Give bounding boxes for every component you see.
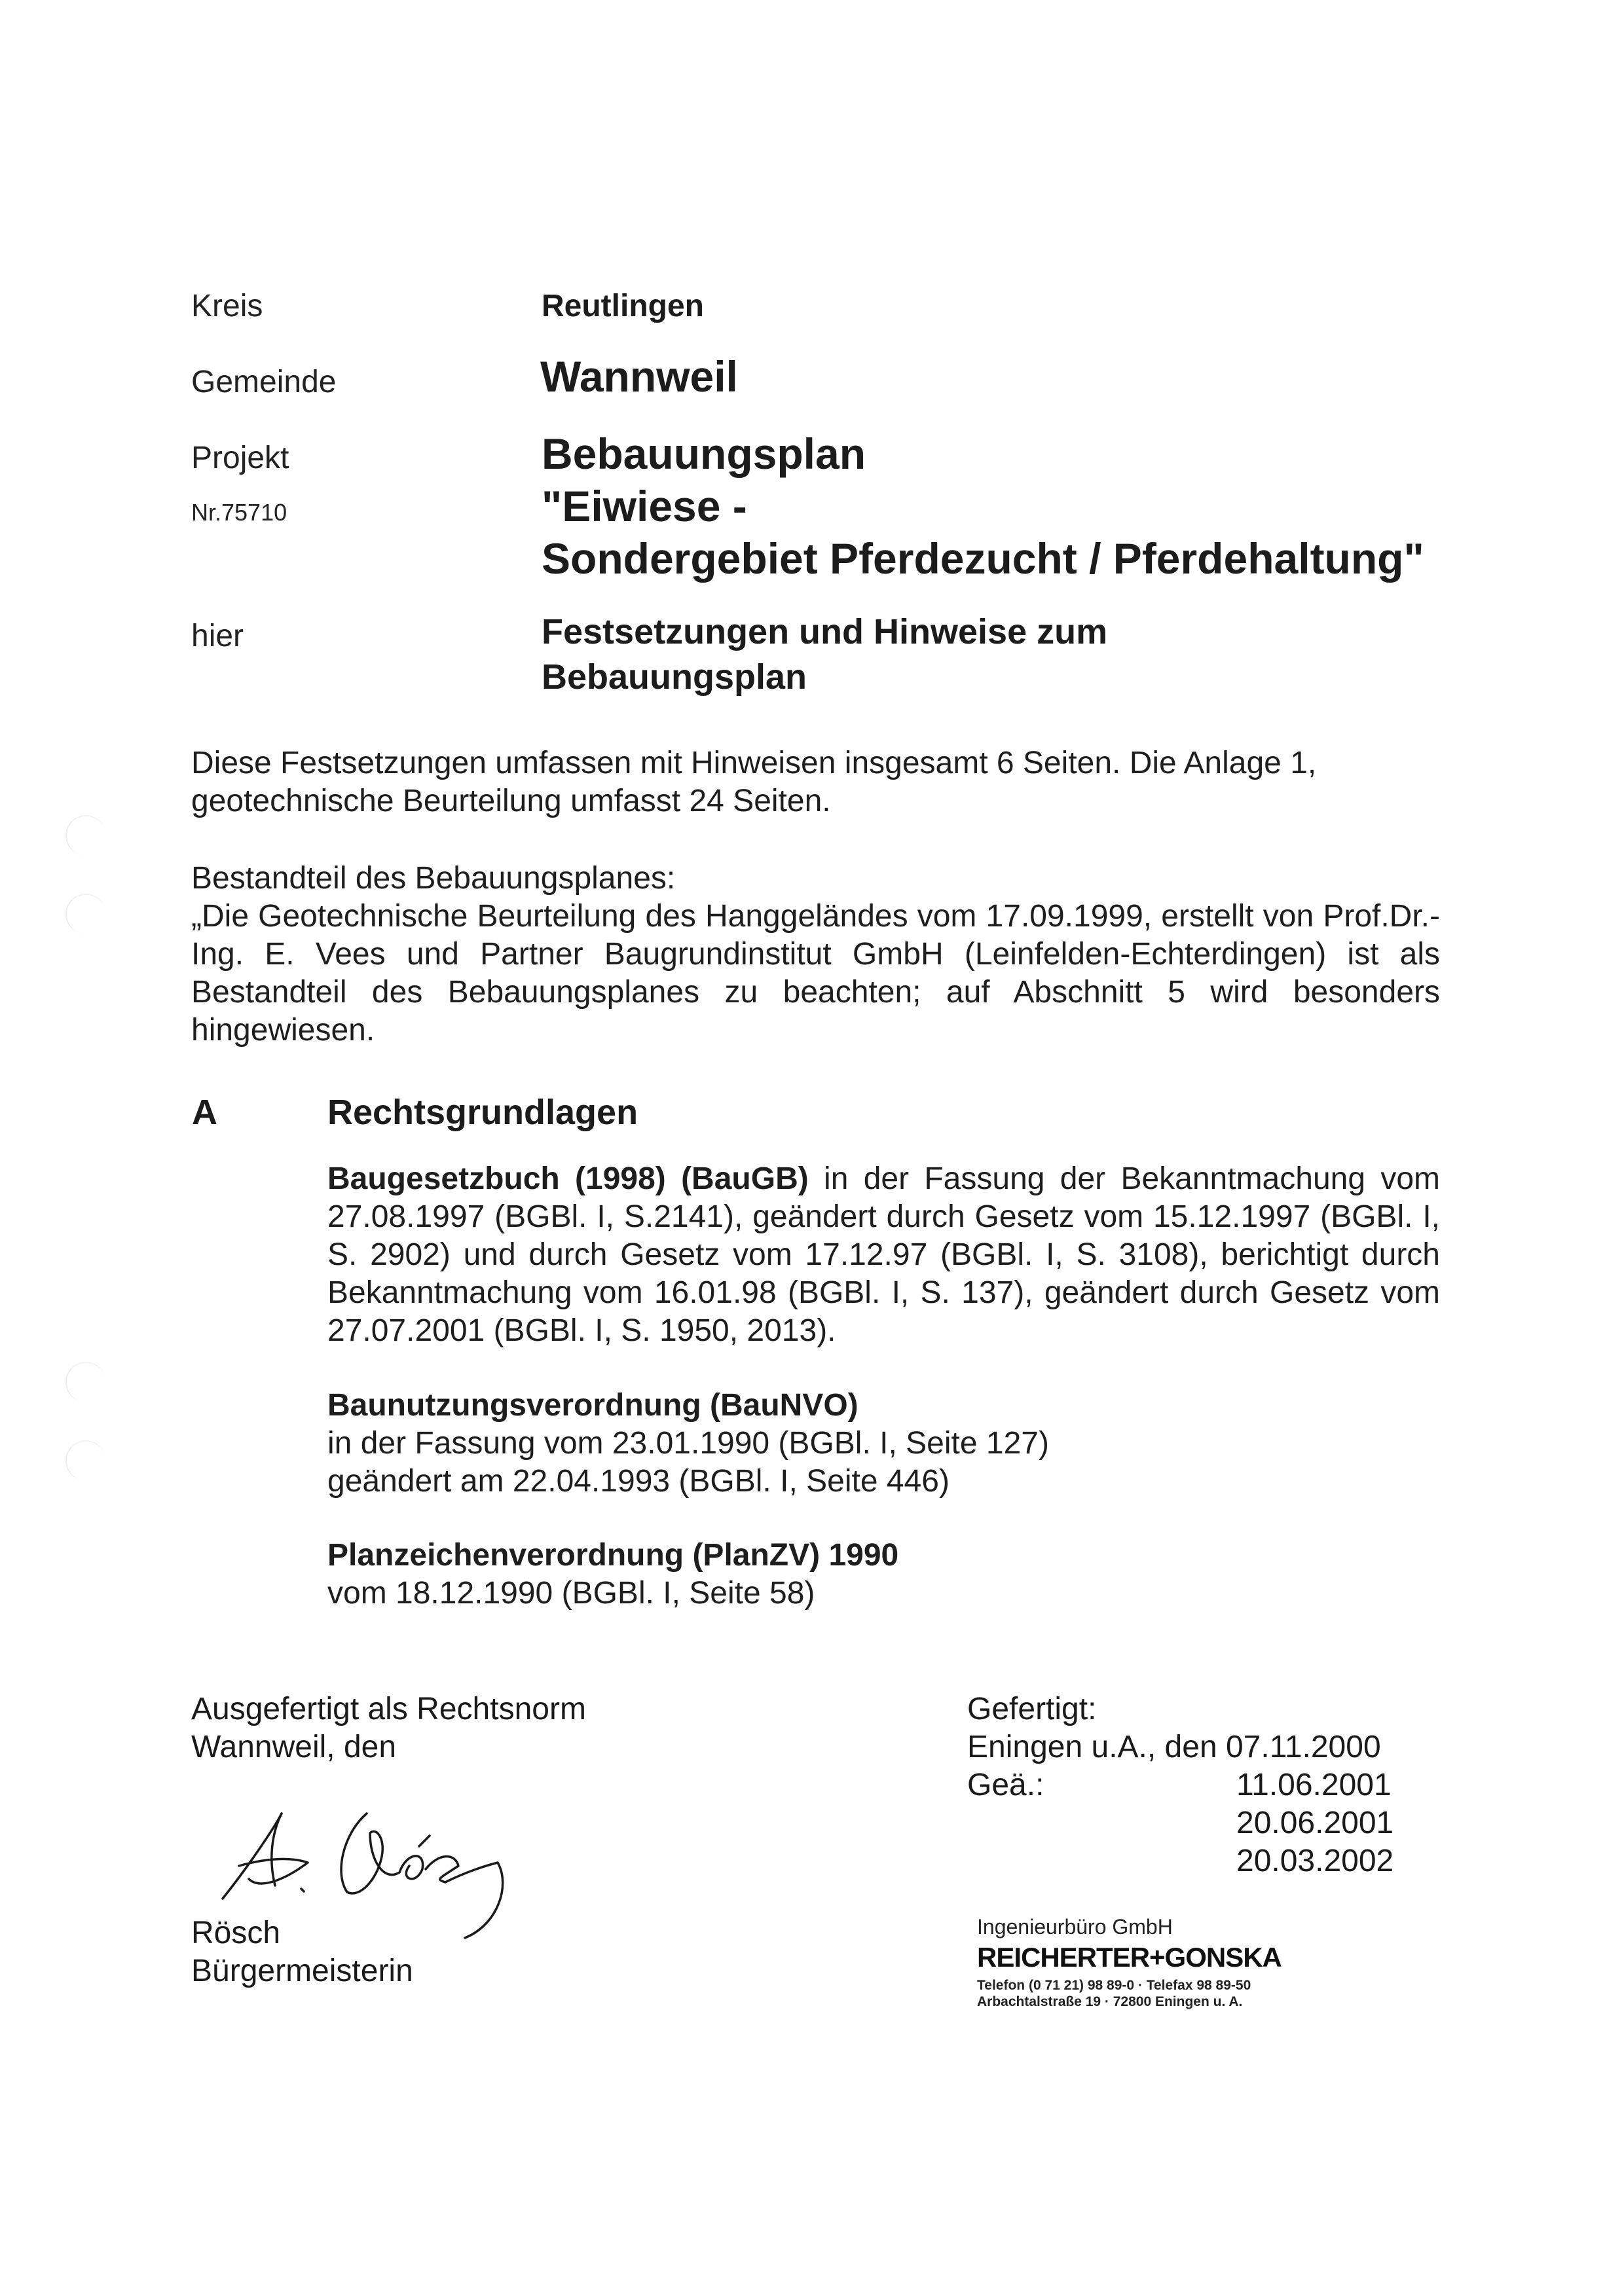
gea-date-3: 20.03.2002 (1236, 1844, 1394, 1878)
gea-date-2: 20.06.2001 (1236, 1806, 1394, 1840)
baunvo-line-1: in der Fassung vom 23.01.1990 (BGBl. I, Seite 127) (327, 1426, 1049, 1461)
stamp-phone: Telefon (0 71 21) 98 89-0 · Telefax 98 89-50 (977, 1978, 1251, 1993)
gemeinde-value: Wannweil (540, 352, 738, 401)
section-title: Rechtsgrundlagen (327, 1093, 638, 1132)
bestandteil-heading: Bestandteil des Bebauungsplanes: (191, 861, 676, 896)
stamp-brand-logo: REICHERTER+GONSKA (977, 1942, 1282, 1973)
ausgefertigt-line-1: Ausgefertigt als Rechtsnorm (191, 1692, 586, 1726)
baugb-text: in der Fassung der Bekanntmachung vom 27.08.1997 (BGBl. I, S.2141), geändert durch Gesetz vom 15.12.1997 (BGBl. I, S. 2902) und durch Gesetz vom 17.12.97 (BGBl. I, S. 3108), berichtigt durch Bekanntmachung vom 16.01.98 (BGBl. I, S. 137), geändert durch Gesetz vom 27.07.2001 (BGBl. I, S. 1950, 2013). (327, 1161, 1441, 1348)
baunvo-heading: Baunutzungsverordnung (BauNVO) (327, 1388, 858, 1423)
intro-line-2: geotechnische Beurteilung umfasst 24 Seiten. (191, 784, 831, 818)
gefertigt-heading: Gefertigt: (967, 1692, 1097, 1726)
mayor-title: Bürgermeisterin (191, 1954, 413, 1988)
punch-hole-mark (65, 815, 106, 856)
hier-label: hier (191, 619, 244, 653)
punch-hole-mark (65, 894, 106, 934)
projekt-label: Projekt (191, 441, 289, 475)
ausgefertigt-line-2: Wannweil, den (191, 1730, 397, 1764)
stamp-company: Ingenieurbüro GmbH (977, 1915, 1173, 1939)
intro-paragraph (191, 744, 1439, 820)
hier-value-line-1: Festsetzungen und Hinweise zum (542, 612, 1108, 651)
projekt-title-line-2: "Eiwiese - (542, 482, 747, 530)
planzv-line-1: vom 18.12.1990 (BGBl. I, Seite 58) (327, 1576, 815, 1611)
gefertigt-place-date: Eningen u.A., den 07.11.2000 (967, 1730, 1381, 1764)
stamp-address: Arbachtalstraße 19 · 72800 Eningen u. A. (977, 1994, 1243, 2009)
section-letter: A (192, 1093, 217, 1132)
baugb-paragraph (327, 1160, 1440, 1350)
mayor-name: Rösch (191, 1916, 281, 1950)
intro-line-1: Diese Festsetzungen umfassen mit Hinweisen insgesamt 6 Seiten. Die Anlage 1, (191, 746, 1317, 780)
punch-hole-mark (65, 1440, 106, 1481)
projekt-number: Nr.75710 (191, 499, 287, 526)
punch-hole-mark (65, 1362, 106, 1402)
baugb-heading: Baugesetzbuch (1998) (BauGB) (327, 1161, 809, 1196)
hier-value-line-2: Bebauungsplan (542, 657, 807, 697)
projekt-title-line-3: Sondergebiet Pferdezucht / Pferdehaltung" (542, 534, 1424, 583)
planzv-heading: Planzeichenverordnung (PlanZV) 1990 (327, 1538, 899, 1573)
ausgefertigt-block (191, 1690, 586, 1766)
bestandteil-text: „Die Geotechnische Beurteilung des Hanggeländes vom 17.09.1999, erstellt von Prof.Dr.-Ing. E. Vees und Partner Baugrundinstitut GmbH (Leinfelden-Echterdingen) ist als Bestandteil des Bebauungsplanes zu beachten; auf Abschnitt 5 wird besonders hingewiesen. (191, 899, 1440, 1048)
mayor-block (191, 1914, 413, 1990)
gea-label: Geä.: (967, 1768, 1044, 1802)
gea-date-1: 11.06.2001 (1236, 1768, 1392, 1802)
kreis-value: Reutlingen (542, 289, 704, 323)
gemeinde-label: Gemeinde (191, 365, 337, 399)
baunvo-line-2: geändert am 22.04.1993 (BGBl. I, Seite 446) (327, 1464, 950, 1499)
projekt-title-line-1: Bebauungsplan (542, 429, 866, 478)
baunvo-block (327, 1387, 1049, 1501)
company-stamp (977, 1915, 1282, 2010)
kreis-label: Kreis (191, 289, 263, 323)
planzv-block (327, 1537, 898, 1613)
